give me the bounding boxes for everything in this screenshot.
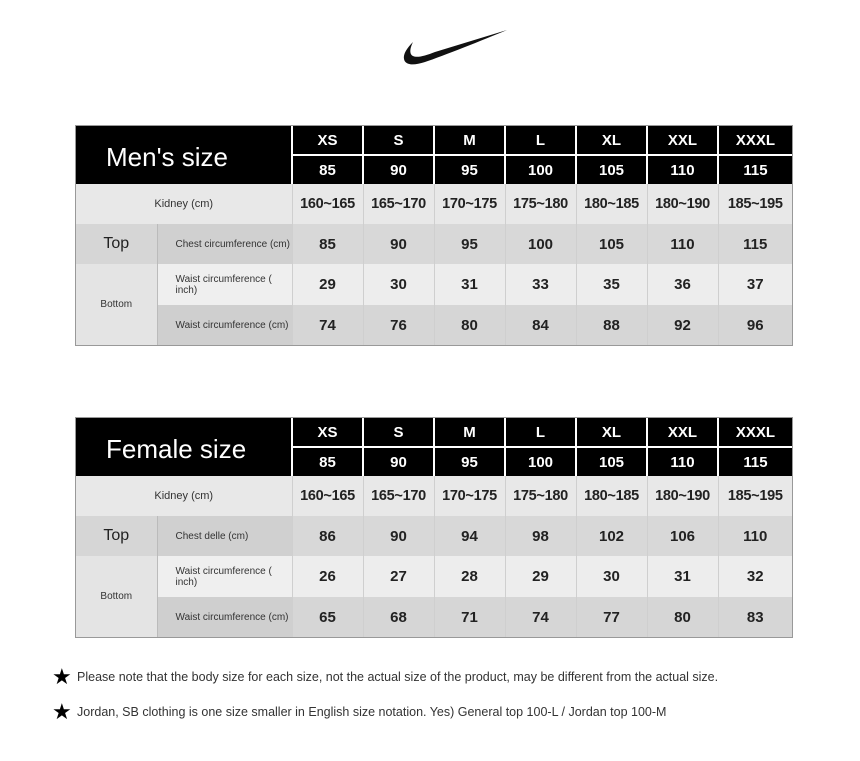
chest-label: Chest delle (cm) [157, 516, 292, 556]
kidney-value: 175~180 [505, 184, 576, 224]
waist-inch-value: 30 [363, 264, 434, 305]
size-number: 115 [718, 447, 792, 476]
size-header-l: L [505, 126, 576, 155]
chest-value: 106 [647, 516, 718, 556]
waist-cm-label: Waist circumference (cm) [157, 305, 292, 345]
size-number: 90 [363, 155, 434, 184]
waist-cm-value: 77 [576, 597, 647, 637]
size-number: 110 [647, 155, 718, 184]
waist-inch-value: 30 [576, 556, 647, 597]
kidney-value: 185~195 [718, 476, 792, 516]
chest-value: 90 [363, 516, 434, 556]
size-number: 95 [434, 155, 505, 184]
kidney-value: 165~170 [363, 184, 434, 224]
waist-inch-value: 37 [718, 264, 792, 305]
waist-cm-value: 88 [576, 305, 647, 345]
size-number: 85 [292, 155, 363, 184]
waist-cm-value: 65 [292, 597, 363, 637]
female-size-table [76, 418, 792, 637]
waist-inch-value: 28 [434, 556, 505, 597]
size-header-l: L [505, 418, 576, 447]
waist-cm-value: 74 [505, 597, 576, 637]
chest-value: 86 [292, 516, 363, 556]
chest-value: 100 [505, 224, 576, 264]
kidney-value: 180~185 [576, 476, 647, 516]
size-header-xxl: XXL [647, 418, 718, 447]
chest-value: 110 [718, 516, 792, 556]
waist-cm-value: 96 [718, 305, 792, 345]
waist-cm-value: 84 [505, 305, 576, 345]
waist-cm-value: 92 [647, 305, 718, 345]
waist-cm-label: Waist circumference (cm) [157, 597, 292, 637]
waist-cm-value: 74 [292, 305, 363, 345]
chest-value: 90 [363, 224, 434, 264]
chest-label: Chest circumference (cm) [157, 224, 292, 264]
waist-inch-value: 31 [434, 264, 505, 305]
waist-inch-value: 33 [505, 264, 576, 305]
kidney-value: 175~180 [505, 476, 576, 516]
size-number: 100 [505, 447, 576, 476]
size-header-xxxl: XXXL [718, 418, 792, 447]
bottom-group-label: Bottom [76, 556, 157, 637]
kidney-value: 180~185 [576, 184, 647, 224]
top-group-label: Top [76, 224, 157, 264]
size-header-xxxl: XXXL [718, 126, 792, 155]
chest-value: 98 [505, 516, 576, 556]
note-item [52, 666, 718, 688]
waist-inch-value: 35 [576, 264, 647, 305]
size-number: 105 [576, 155, 647, 184]
note-item [52, 701, 666, 723]
kidney-value: 160~165 [292, 184, 363, 224]
chest-value: 85 [292, 224, 363, 264]
chest-value: 110 [647, 224, 718, 264]
size-header-xs: XS [292, 126, 363, 155]
waist-cm-value: 83 [718, 597, 792, 637]
size-number: 100 [505, 155, 576, 184]
star-icon: ★ [52, 699, 72, 724]
size-number: 90 [363, 447, 434, 476]
kidney-value: 165~170 [363, 476, 434, 516]
chest-value: 105 [576, 224, 647, 264]
waist-inch-value: 36 [647, 264, 718, 305]
waist-inch-value: 26 [292, 556, 363, 597]
size-header-m: M [434, 126, 505, 155]
mens-size-title: Men's size [76, 126, 292, 184]
waist-inch-value: 32 [718, 556, 792, 597]
note-text: Jordan, SB clothing is one size smaller in English size notation. Yes) General top 100-L / Jordan top 100-M [77, 705, 667, 719]
waist-cm-value: 80 [647, 597, 718, 637]
chest-value: 94 [434, 516, 505, 556]
waist-inch-value: 29 [505, 556, 576, 597]
waist-inch-value: 27 [363, 556, 434, 597]
size-header-s: S [363, 126, 434, 155]
bottom-group-label: Bottom [76, 264, 157, 345]
kidney-label: Kidney (cm) [76, 476, 292, 516]
waist-inch-label: Waist circumference ( inch) [157, 556, 292, 597]
size-header-xs: XS [292, 418, 363, 447]
size-number: 95 [434, 447, 505, 476]
kidney-value: 180~190 [647, 184, 718, 224]
kidney-value: 170~175 [434, 184, 505, 224]
size-header-xl: XL [576, 418, 647, 447]
waist-cm-value: 80 [434, 305, 505, 345]
waist-cm-value: 76 [363, 305, 434, 345]
chest-value: 115 [718, 224, 792, 264]
kidney-value: 185~195 [718, 184, 792, 224]
female-size-title: Female size [76, 418, 292, 476]
kidney-value: 180~190 [647, 476, 718, 516]
size-number: 105 [576, 447, 647, 476]
mens-size-table [76, 126, 792, 345]
size-number: 115 [718, 155, 792, 184]
size-header-xl: XL [576, 126, 647, 155]
kidney-value: 170~175 [434, 476, 505, 516]
size-header-s: S [363, 418, 434, 447]
kidney-value: 160~165 [292, 476, 363, 516]
chest-value: 102 [576, 516, 647, 556]
size-number: 85 [292, 447, 363, 476]
waist-cm-value: 68 [363, 597, 434, 637]
chest-value: 95 [434, 224, 505, 264]
size-header-xxl: XXL [647, 126, 718, 155]
kidney-label: Kidney (cm) [76, 184, 292, 224]
waist-inch-value: 29 [292, 264, 363, 305]
note-text: Please note that the body size for each size, not the actual size of the product, may be different from the actual size. [77, 670, 719, 684]
swoosh-logo-icon [403, 28, 508, 68]
size-header-m: M [434, 418, 505, 447]
size-number: 110 [647, 447, 718, 476]
star-icon: ★ [52, 664, 72, 689]
top-group-label: Top [76, 516, 157, 556]
waist-cm-value: 71 [434, 597, 505, 637]
waist-inch-value: 31 [647, 556, 718, 597]
waist-inch-label: Waist circumference ( inch) [157, 264, 292, 305]
